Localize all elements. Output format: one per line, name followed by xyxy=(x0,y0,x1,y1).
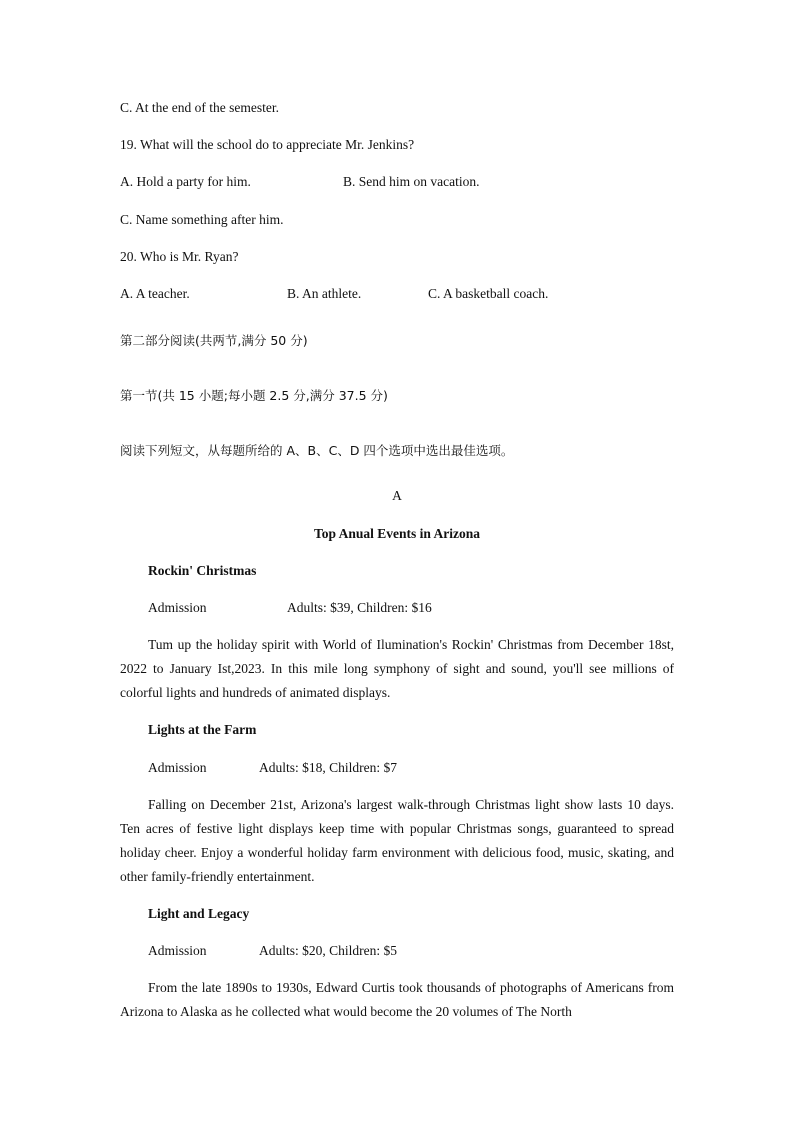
section1-heading: 第一节(共 15 小题;每小题 2.5 分,满分 37.5 分) xyxy=(120,388,388,403)
event-name: Light and Legacy xyxy=(148,906,250,921)
admission-label: Admission xyxy=(148,943,207,958)
admission-prices: Adults: $18, Children: $7 xyxy=(259,760,397,775)
part2-heading: 第二部分阅读(共两节,满分 50 分) xyxy=(120,333,308,348)
event-name: Lights at the Farm xyxy=(148,722,257,737)
q20-option-b: B. An athlete. xyxy=(287,286,362,301)
event-description: From the late 1890s to 1930s, Edward Curtis took thousands of photographs of Americans from Arizona to Alaska as he collected what would become the 20 volumes of The North xyxy=(120,980,674,1019)
admission-label: Admission xyxy=(148,600,207,615)
q19-option-b: B. Send him on vacation. xyxy=(343,174,480,189)
q20-option-a: A. A teacher. xyxy=(120,286,190,301)
event-description: Falling on December 21st, Arizona's largest walk-through Christmas light show lasts 10 days. Ten acres of festive light displays keep time with popular Christmas songs, guaranteed to spread holiday cheer. Enjoy a wonderful holiday farm environment with delicious food, music, skating, and other family-friendly entertainment. xyxy=(120,797,674,884)
q19-question: 19. What will the school do to appreciate Mr. Jenkins? xyxy=(120,137,415,152)
q20-option-c: C. A basketball coach. xyxy=(428,286,549,301)
event-name: Rockin' Christmas xyxy=(148,563,257,578)
passage-letter: A xyxy=(392,488,402,503)
passage-title: Top Anual Events in Arizona xyxy=(313,526,481,541)
q18-option-c: C. At the end of the semester. xyxy=(120,100,279,115)
q19-option-a: A. Hold a party for him. xyxy=(120,174,251,189)
instructions: 阅读下列短文，从每题所给的 A、B、C、D 四个选项中选出最佳选项。 xyxy=(120,443,514,458)
admission-label: Admission xyxy=(148,760,207,775)
event-description: Tum up the holiday spirit with World of Ilumination's Rockin' Christmas from December 18st, 2022 to January Ist,2023. In this mile long symphony of sight and sound, you'll see millions of colorful lights and hundreds of animated displays. xyxy=(120,637,674,700)
q19-option-c: C. Name something after him. xyxy=(120,212,284,227)
admission-prices: Adults: $39, Children: $16 xyxy=(287,600,432,615)
admission-prices: Adults: $20, Children: $5 xyxy=(259,943,397,958)
q20-question: 20. Who is Mr. Ryan? xyxy=(120,249,239,264)
